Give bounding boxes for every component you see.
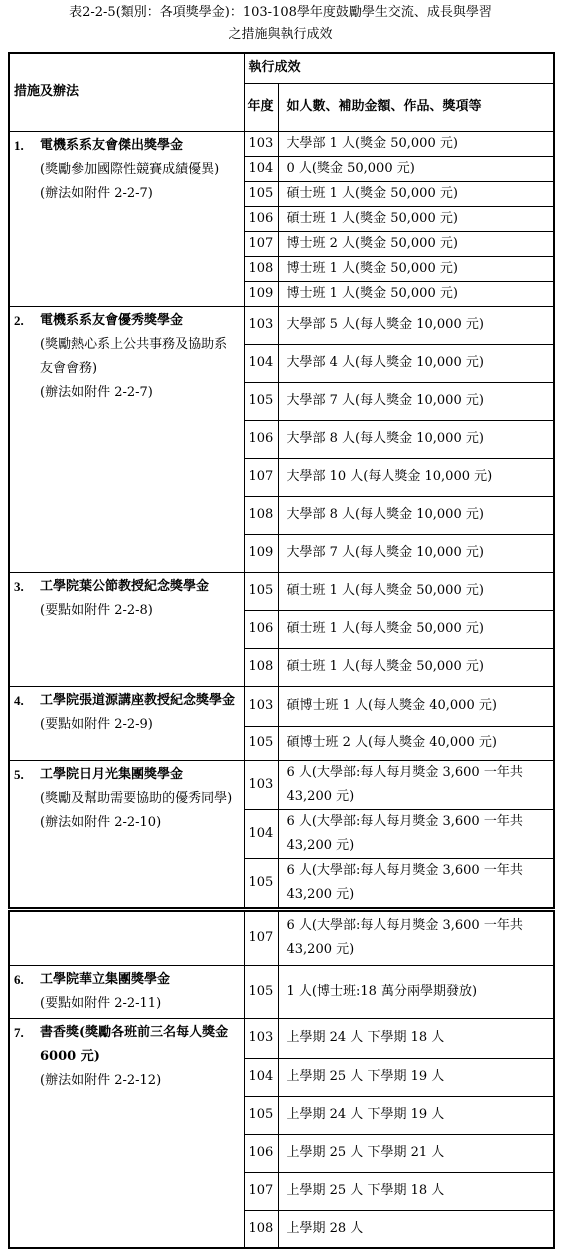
result-cell: 碩士班 1 人(獎金 50,000 元) [278,206,554,231]
result-cell: 上學期 28 人 [278,1210,554,1248]
year-cell: 108 [244,496,278,534]
result-cell: 上學期 25 人 下學期 19 人 [278,1058,554,1096]
result-cell: 碩士班 1 人(每人獎金 50,000 元) [278,648,554,686]
measure-title [14,134,240,158]
table-row [9,131,554,156]
measure-title [14,968,240,992]
year-cell: 109 [244,534,278,572]
year-cell: 108 [244,1210,278,1248]
measure-cell [9,1018,244,1248]
table-row [9,686,554,726]
measure-note: (辦法如附件 2-2-7) [40,384,153,400]
year-cell: 104 [244,156,278,181]
result-cell: 碩博士班 1 人(每人獎金 40,000 元) [278,686,554,726]
result-cell: 6 人(大學部:每人每月獎金 3,600 一年共 43,200 元) [278,809,554,858]
measure-number: 6. [14,971,24,987]
year-cell: 103 [244,686,278,726]
header-detail: 如人數、補助金額、作品、獎項等 [278,83,554,131]
year-cell: 107 [244,911,278,965]
measure-title-text: 工學院華立集團獎學金 [40,971,171,987]
measure-cell [9,572,244,686]
year-cell: 105 [244,572,278,610]
measure-note: (獎勵參加國際性競賽成績優異) [40,161,220,177]
year-cell: 106 [244,420,278,458]
year-cell: 108 [244,648,278,686]
result-cell: 大學部 5 人(每人獎金 10,000 元) [278,306,554,344]
year-cell: 103 [244,131,278,156]
result-cell: 碩博士班 2 人(每人獎金 40,000 元) [278,726,554,760]
measure-number: 1. [14,137,24,153]
measure-cell [9,306,244,572]
result-cell: 上學期 25 人 下學期 18 人 [278,1172,554,1210]
year-cell: 104 [244,1058,278,1096]
header-result: 執行成效 [244,53,554,83]
year-cell: 105 [244,1096,278,1134]
measure-title [14,689,240,713]
measure-cell [9,131,244,306]
result-cell: 大學部 8 人(每人獎金 10,000 元) [278,420,554,458]
table-row [9,306,554,344]
measure-note: (獎勵及幫助需要協助的優秀同學) [40,790,233,806]
measure-note: (要點如附件 2-2-11) [40,995,162,1011]
scholarship-table-part2 [8,910,555,1249]
result-cell: 上學期 24 人 下學期 19 人 [278,1096,554,1134]
year-cell: 107 [244,231,278,256]
result-cell: 1 人(博士班:18 萬分兩學期發放) [278,965,554,1018]
result-cell: 博士班 1 人(獎金 50,000 元) [278,256,554,281]
measure-number: 4. [14,692,24,708]
year-cell: 109 [244,281,278,306]
year-cell: 108 [244,256,278,281]
measure-title [14,575,240,599]
measure-number: 2. [14,312,24,328]
year-cell: 106 [244,1134,278,1172]
table-caption-line1: 表2-2-5(類別：各項獎學金)：103-108學年度鼓勵學生交流、成長與學習 [69,5,492,20]
result-cell: 大學部 8 人(每人獎金 10,000 元) [278,496,554,534]
result-cell: 大學部 7 人(每人獎金 10,000 元) [278,382,554,420]
measure-title [14,309,240,333]
year-cell: 105 [244,181,278,206]
result-cell: 大學部 1 人(獎金 50,000 元) [278,131,554,156]
measure-title-text: 工學院日月光集團獎學金 [40,766,184,782]
table-row [9,760,554,809]
result-cell: 碩士班 1 人(獎金 50,000 元) [278,181,554,206]
year-cell: 105 [244,382,278,420]
measure-title-text: 電機系系友會優秀獎學金 [40,312,184,328]
year-cell: 105 [244,726,278,760]
measure-title-text: 工學院葉公節教授紀念獎學金 [40,578,210,594]
measure-cell [9,911,244,965]
table-row [9,911,554,965]
measure-note: (要點如附件 2-2-8) [40,602,153,618]
result-cell: 大學部 10 人(每人獎金 10,000 元) [278,458,554,496]
result-cell: 6 人(大學部:每人每月獎金 3,600 一年共 43,200 元) [278,858,554,908]
result-cell: 博士班 2 人(獎金 50,000 元) [278,231,554,256]
scholarship-table-part1 [8,52,555,909]
measure-note: (辦法如附件 2-2-7) [40,185,153,201]
measure-title-text: 電機系系友會傑出獎學金 [40,137,184,153]
table-row [9,572,554,610]
measure-note: (辦法如附件 2-2-12) [40,1072,162,1088]
result-cell: 碩士班 1 人(每人獎金 50,000 元) [278,572,554,610]
measure-cell [9,760,244,908]
measure-number: 7. [14,1024,24,1040]
header-measure: 措施及辦法 [9,53,244,131]
result-cell: 上學期 24 人 下學期 18 人 [278,1018,554,1058]
year-cell: 103 [244,760,278,809]
measure-note: (獎勵熱心系上公共事務及協助系友會會務) [40,336,228,376]
year-cell: 104 [244,809,278,858]
measure-title-text: 書香獎(獎勵各班前三名每人獎金 6000 元) [40,1024,229,1064]
measure-note: (要點如附件 2-2-9) [40,716,153,732]
year-cell: 107 [244,1172,278,1210]
year-cell: 105 [244,965,278,1018]
measure-cell [9,686,244,760]
table-row [9,965,554,1018]
year-cell: 103 [244,306,278,344]
result-cell: 上學期 25 人 下學期 21 人 [278,1134,554,1172]
year-cell: 106 [244,206,278,231]
result-cell: 大學部 7 人(每人獎金 10,000 元) [278,534,554,572]
table-caption-line2: 之措施與執行成效 [228,27,333,42]
header-year: 年度 [244,83,278,131]
result-cell: 博士班 1 人(獎金 50,000 元) [278,281,554,306]
result-cell: 0 人(獎金 50,000 元) [278,156,554,181]
measure-title-text: 工學院張道源講座教授紀念獎學金 [40,692,236,708]
measure-title [14,763,240,787]
result-cell: 碩士班 1 人(每人獎金 50,000 元) [278,610,554,648]
year-cell: 104 [244,344,278,382]
result-cell: 6 人(大學部:每人每月獎金 3,600 一年共 43,200 元) [278,760,554,809]
measure-cell [9,965,244,1018]
table-row [9,1018,554,1058]
year-cell: 106 [244,610,278,648]
result-cell: 大學部 4 人(每人獎金 10,000 元) [278,344,554,382]
year-cell: 105 [244,858,278,908]
measure-number: 5. [14,766,24,782]
measure-number: 3. [14,578,24,594]
result-cell: 6 人(大學部:每人每月獎金 3,600 一年共 43,200 元) [278,911,554,965]
measure-title [14,1021,240,1069]
measure-note: (辦法如附件 2-2-10) [40,814,162,830]
year-cell: 103 [244,1018,278,1058]
year-cell: 107 [244,458,278,496]
